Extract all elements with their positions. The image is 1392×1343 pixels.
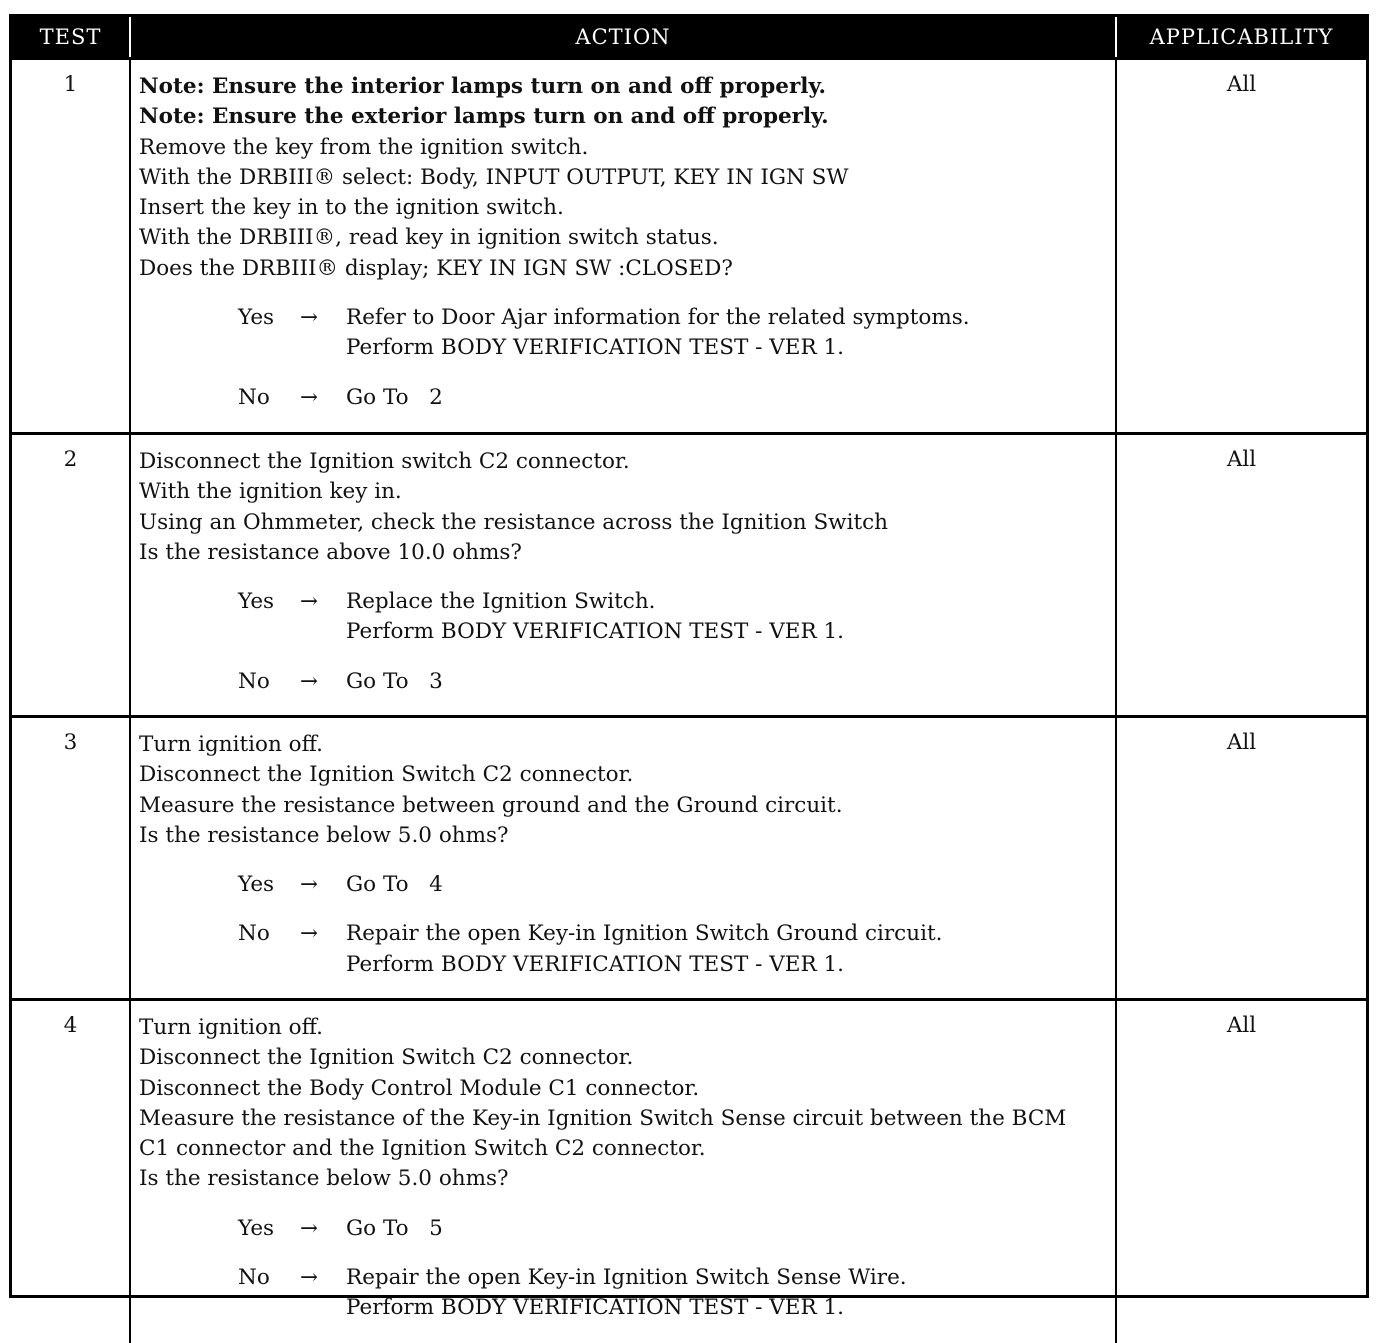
test-number: 3 bbox=[12, 717, 130, 1000]
action-cell bbox=[130, 59, 1116, 434]
action-line: Disconnect the Ignition Switch C2 connector. bbox=[139, 760, 1115, 790]
action-line: With the DRBIII® select: Body, INPUT OUTPUT, KEY IN IGN SW bbox=[139, 163, 1115, 193]
applicability-cell: All bbox=[1116, 434, 1366, 717]
action-line: Disconnect the Body Control Module C1 connector. bbox=[139, 1074, 1115, 1104]
no-label: No bbox=[238, 383, 300, 413]
no-label: No bbox=[238, 1263, 300, 1324]
action-line: Is the resistance above 10.0 ohms? bbox=[139, 538, 1115, 568]
right-arrow-icon: → bbox=[300, 1214, 346, 1244]
action-line: Using an Ohmmeter, check the resistance across the Ignition Switch bbox=[139, 508, 1115, 538]
action-line: Is the resistance below 5.0 ohms? bbox=[139, 821, 1115, 851]
note-line: Note: Ensure the exterior lamps turn on and off properly. bbox=[139, 102, 1115, 132]
right-arrow-icon: → bbox=[300, 1263, 346, 1324]
action-line: Disconnect the Ignition Switch C2 connector. bbox=[139, 1043, 1115, 1073]
branch-result-line: Perform BODY VERIFICATION TEST - VER 1. bbox=[346, 1293, 1115, 1323]
header-test: TEST bbox=[12, 17, 130, 59]
table-row bbox=[12, 1000, 1366, 1343]
action-line: C1 connector and the Ignition Switch C2 connector. bbox=[139, 1134, 1115, 1164]
branch-result-line: Go To 3 bbox=[346, 667, 1115, 697]
action-line: Turn ignition off. bbox=[139, 1013, 1115, 1043]
action-line: Insert the key in to the ignition switch. bbox=[139, 193, 1115, 223]
table-row bbox=[12, 717, 1366, 1000]
right-arrow-icon: → bbox=[300, 667, 346, 697]
right-arrow-icon: → bbox=[300, 870, 346, 900]
branch-result-line: Perform BODY VERIFICATION TEST - VER 1. bbox=[346, 950, 1115, 980]
no-branch bbox=[238, 667, 1115, 697]
no-branch bbox=[238, 1263, 1115, 1324]
action-cell bbox=[130, 717, 1116, 1000]
yes-label: Yes bbox=[238, 587, 300, 648]
right-arrow-icon: → bbox=[300, 919, 346, 980]
header-action: ACTION bbox=[130, 17, 1116, 59]
branch-result-line: Refer to Door Ajar information for the related symptoms. bbox=[346, 303, 1115, 333]
action-line: With the ignition key in. bbox=[139, 477, 1115, 507]
branch-result-line: Perform BODY VERIFICATION TEST - VER 1. bbox=[346, 333, 1115, 363]
yes-branch bbox=[238, 587, 1115, 648]
diagnostic-test-table bbox=[12, 17, 1366, 1343]
branch-result-line: Repair the open Key-in Ignition Switch Ground circuit. bbox=[346, 919, 1115, 949]
action-line: Does the DRBIII® display; KEY IN IGN SW :CLOSED? bbox=[139, 254, 1115, 284]
branch-result-line: Perform BODY VERIFICATION TEST - VER 1. bbox=[346, 617, 1115, 647]
action-line: Is the resistance below 5.0 ohms? bbox=[139, 1164, 1115, 1194]
action-line: With the DRBIII®, read key in ignition switch status. bbox=[139, 223, 1115, 253]
test-number: 1 bbox=[12, 59, 130, 434]
applicability-cell: All bbox=[1116, 1000, 1366, 1343]
test-number: 4 bbox=[12, 1000, 130, 1343]
header-applicability: APPLICABILITY bbox=[1116, 17, 1366, 59]
branch-result-line: Repair the open Key-in Ignition Switch Sense Wire. bbox=[346, 1263, 1115, 1293]
table-header-row bbox=[12, 17, 1366, 59]
branch-result-line: Go To 5 bbox=[346, 1214, 1115, 1244]
yes-branch bbox=[238, 1214, 1115, 1244]
action-line: Measure the resistance of the Key-in Ignition Switch Sense circuit between the BCM bbox=[139, 1104, 1115, 1134]
action-line: Remove the key from the ignition switch. bbox=[139, 133, 1115, 163]
yes-branch bbox=[238, 870, 1115, 900]
action-cell bbox=[130, 434, 1116, 717]
branch-result-line: Replace the Ignition Switch. bbox=[346, 587, 1115, 617]
yes-label: Yes bbox=[238, 870, 300, 900]
no-label: No bbox=[238, 919, 300, 980]
right-arrow-icon: → bbox=[300, 303, 346, 364]
yes-branch bbox=[238, 303, 1115, 364]
action-line: Disconnect the Ignition switch C2 connector. bbox=[139, 447, 1115, 477]
no-branch bbox=[238, 919, 1115, 980]
applicability-cell: All bbox=[1116, 717, 1366, 1000]
table-row bbox=[12, 434, 1366, 717]
note-line: Note: Ensure the interior lamps turn on and off properly. bbox=[139, 72, 1115, 102]
branch-result-line: Go To 4 bbox=[346, 870, 1115, 900]
branch-result-line: Go To 2 bbox=[346, 383, 1115, 413]
no-branch bbox=[238, 383, 1115, 413]
applicability-cell: All bbox=[1116, 59, 1366, 434]
right-arrow-icon: → bbox=[300, 587, 346, 648]
action-line: Turn ignition off. bbox=[139, 730, 1115, 760]
diagnostic-table-frame bbox=[9, 14, 1369, 1298]
no-label: No bbox=[238, 667, 300, 697]
yes-label: Yes bbox=[238, 1214, 300, 1244]
action-line: Measure the resistance between ground and the Ground circuit. bbox=[139, 791, 1115, 821]
right-arrow-icon: → bbox=[300, 383, 346, 413]
test-number: 2 bbox=[12, 434, 130, 717]
yes-label: Yes bbox=[238, 303, 300, 364]
action-cell bbox=[130, 1000, 1116, 1343]
table-row bbox=[12, 59, 1366, 434]
